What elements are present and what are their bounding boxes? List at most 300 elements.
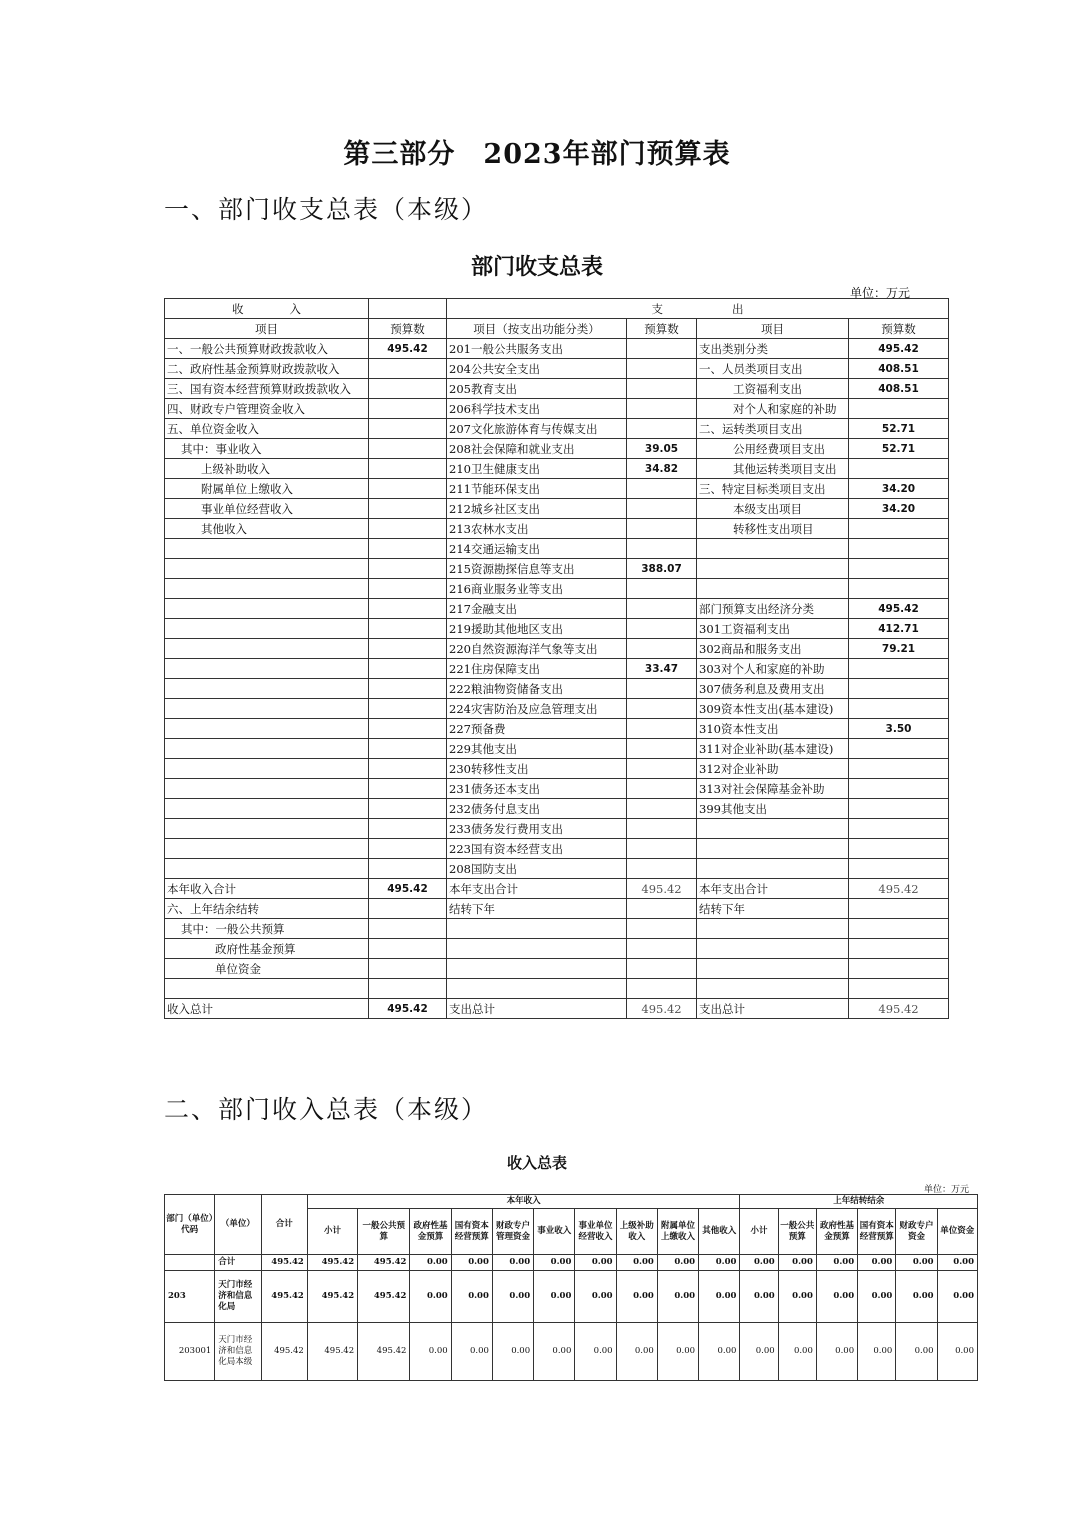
budget-cell bbox=[627, 339, 697, 359]
income-cell: 0.00 bbox=[657, 1323, 698, 1381]
budget-cell: 213农林水支出 bbox=[447, 519, 627, 539]
budget-cell bbox=[369, 939, 447, 959]
budget-cell bbox=[369, 459, 447, 479]
header-income: 收 入 bbox=[165, 299, 369, 319]
budget-cell bbox=[165, 659, 369, 679]
budget-cell bbox=[849, 779, 949, 799]
budget-cell bbox=[165, 699, 369, 719]
budget-cell: 495.42 bbox=[849, 339, 949, 359]
budget-cell: 支出类别分类 bbox=[697, 339, 849, 359]
income-cell: 495.42 bbox=[307, 1255, 357, 1271]
budget-cell bbox=[165, 539, 369, 559]
budget-cell bbox=[849, 759, 949, 779]
budget-cell bbox=[849, 939, 949, 959]
income-cell: 0.00 bbox=[575, 1323, 616, 1381]
income-cell: 0.00 bbox=[616, 1323, 657, 1381]
budget-cell: 219援助其他地区支出 bbox=[447, 619, 627, 639]
income-cell: 0.00 bbox=[616, 1271, 657, 1323]
budget-cell: 收入总计 bbox=[165, 999, 369, 1019]
col-func: 项目（按支出功能分类） bbox=[447, 319, 627, 339]
budget-cell bbox=[627, 499, 697, 519]
budget-cell: 408.51 bbox=[849, 379, 949, 399]
col-budget2: 预算数 bbox=[627, 319, 697, 339]
budget-cell: 34.20 bbox=[849, 479, 949, 499]
income-subheader: 一般公共预算 bbox=[358, 1209, 410, 1255]
budget-cell: 212城乡社区支出 bbox=[447, 499, 627, 519]
budget-cell: 216商业服务业等支出 bbox=[447, 579, 627, 599]
table2-unit: 单位：万元 bbox=[924, 1185, 970, 1195]
budget-cell bbox=[369, 839, 447, 859]
budget-cell: 224灾害防治及应急管理支出 bbox=[447, 699, 627, 719]
budget-cell bbox=[369, 379, 447, 399]
budget-cell bbox=[369, 679, 447, 699]
budget-row bbox=[165, 979, 949, 999]
budget-cell bbox=[627, 519, 697, 539]
budget-row bbox=[165, 699, 949, 719]
income-cell: 0.00 bbox=[858, 1255, 896, 1271]
budget-cell bbox=[369, 439, 447, 459]
budget-cell: 一、一般公共预算财政拨款收入 bbox=[165, 339, 369, 359]
budget-cell: 495.42 bbox=[849, 999, 949, 1019]
budget-cell bbox=[697, 959, 849, 979]
budget-cell bbox=[369, 499, 447, 519]
budget-cell: 302商品和服务支出 bbox=[697, 639, 849, 659]
budget-cell bbox=[447, 959, 627, 979]
budget-cell bbox=[165, 779, 369, 799]
header-expense: 支 出 bbox=[447, 299, 949, 319]
budget-cell bbox=[627, 819, 697, 839]
budget-row bbox=[165, 439, 949, 459]
budget-row bbox=[165, 879, 949, 899]
income-cell: 0.00 bbox=[937, 1323, 977, 1381]
income-cell: 0.00 bbox=[575, 1255, 616, 1271]
budget-cell bbox=[165, 559, 369, 579]
budget-cell: 215资源勘探信息等支出 bbox=[447, 559, 627, 579]
budget-row bbox=[165, 559, 949, 579]
budget-cell: 495.42 bbox=[849, 599, 949, 619]
budget-cell: 结转下年 bbox=[697, 899, 849, 919]
budget-cell: 其中：一般公共预算 bbox=[165, 919, 369, 939]
income-cell: 0.00 bbox=[937, 1255, 977, 1271]
budget-row bbox=[165, 619, 949, 639]
income-cell: 0.00 bbox=[575, 1271, 616, 1323]
budget-cell: 3.50 bbox=[849, 719, 949, 739]
budget-row bbox=[165, 519, 949, 539]
budget-cell: 本年收入合计 bbox=[165, 879, 369, 899]
budget-cell: 303对个人和家庭的补助 bbox=[697, 659, 849, 679]
budget-cell bbox=[369, 399, 447, 419]
income-cell: 0.00 bbox=[816, 1255, 857, 1271]
budget-cell bbox=[627, 359, 697, 379]
budget-row bbox=[165, 599, 949, 619]
income-subheader: 其他收入 bbox=[699, 1209, 740, 1255]
income-cell: 0.00 bbox=[699, 1323, 740, 1381]
income-summary-table bbox=[164, 1194, 978, 1381]
budget-cell bbox=[627, 639, 697, 659]
budget-cell: 207文化旅游体育与传媒支出 bbox=[447, 419, 627, 439]
income-subheader: 政府性基金预算 bbox=[816, 1209, 857, 1255]
budget-cell bbox=[447, 919, 627, 939]
budget-cell: 233债务发行费用支出 bbox=[447, 819, 627, 839]
income-cell: 合计 bbox=[215, 1255, 261, 1271]
budget-cell bbox=[849, 659, 949, 679]
budget-cell: 204公共安全支出 bbox=[447, 359, 627, 379]
budget-cell: 313对社会保障基金补助 bbox=[697, 779, 849, 799]
income-cell: 495.42 bbox=[261, 1323, 307, 1381]
budget-row bbox=[165, 839, 949, 859]
income-cell: 0.00 bbox=[937, 1271, 977, 1323]
budget-cell: 六、上年结余结转 bbox=[165, 899, 369, 919]
budget-cell bbox=[697, 579, 849, 599]
budget-cell: 223国有资本经营支出 bbox=[447, 839, 627, 859]
budget-cell bbox=[369, 859, 447, 879]
income-cell: 495.42 bbox=[358, 1255, 410, 1271]
table1-title: 部门收支总表 bbox=[470, 255, 603, 280]
budget-row bbox=[165, 539, 949, 559]
income-subheader: 财政专户管理资金 bbox=[492, 1209, 533, 1255]
income-cell: 0.00 bbox=[534, 1323, 575, 1381]
budget-cell: 其中：事业收入 bbox=[165, 439, 369, 459]
income-cell: 0.00 bbox=[410, 1255, 451, 1271]
budget-row bbox=[165, 459, 949, 479]
budget-cell bbox=[697, 839, 849, 859]
budget-cell: 33.47 bbox=[627, 659, 697, 679]
income-cell bbox=[165, 1255, 215, 1271]
budget-cell bbox=[165, 799, 369, 819]
budget-cell bbox=[369, 899, 447, 919]
budget-cell bbox=[849, 399, 949, 419]
income-subheader: 一般公共预算 bbox=[778, 1209, 816, 1255]
income-cell: 0.00 bbox=[451, 1255, 492, 1271]
income-cell: 0.00 bbox=[451, 1323, 492, 1381]
budget-cell bbox=[369, 819, 447, 839]
budget-cell: 二、政府性基金预算财政拨款收入 bbox=[165, 359, 369, 379]
budget-cell: 222粮油物资储备支出 bbox=[447, 679, 627, 699]
budget-cell bbox=[369, 779, 447, 799]
budget-cell bbox=[165, 679, 369, 699]
budget-row bbox=[165, 819, 949, 839]
income-cell: 0.00 bbox=[740, 1255, 778, 1271]
budget-cell bbox=[369, 799, 447, 819]
budget-row bbox=[165, 419, 949, 439]
budget-cell bbox=[369, 979, 447, 999]
income-cell: 0.00 bbox=[492, 1271, 533, 1323]
budget-cell bbox=[627, 979, 697, 999]
budget-row bbox=[165, 939, 949, 959]
income-cell: 0.00 bbox=[858, 1323, 896, 1381]
budget-cell bbox=[369, 739, 447, 759]
budget-cell: 307债务利息及费用支出 bbox=[697, 679, 849, 699]
h-total: 合计 bbox=[261, 1195, 307, 1255]
budget-cell bbox=[369, 919, 447, 939]
budget-cell: 上级补助收入 bbox=[165, 459, 369, 479]
budget-cell bbox=[369, 699, 447, 719]
income-cell: 495.42 bbox=[358, 1271, 410, 1323]
budget-cell bbox=[627, 719, 697, 739]
income-row bbox=[165, 1271, 978, 1323]
h-code: 部门（单位）代码 bbox=[165, 1195, 215, 1255]
budget-row bbox=[165, 959, 949, 979]
budget-row bbox=[165, 779, 949, 799]
budget-row bbox=[165, 639, 949, 659]
budget-cell bbox=[849, 699, 949, 719]
income-cell: 0.00 bbox=[816, 1271, 857, 1323]
budget-cell: 39.05 bbox=[627, 439, 697, 459]
budget-cell bbox=[627, 539, 697, 559]
budget-row bbox=[165, 899, 949, 919]
budget-row bbox=[165, 679, 949, 699]
budget-cell bbox=[627, 899, 697, 919]
budget-cell: 495.42 bbox=[627, 999, 697, 1019]
income-subheader: 小计 bbox=[307, 1209, 357, 1255]
income-cell: 0.00 bbox=[616, 1255, 657, 1271]
budget-cell: 309资本性支出(基本建设) bbox=[697, 699, 849, 719]
income-cell: 0.00 bbox=[816, 1323, 857, 1381]
budget-cell: 三、国有资本经营预算财政拨款收入 bbox=[165, 379, 369, 399]
income-subheader: 财政专户资金 bbox=[896, 1209, 937, 1255]
budget-cell: 227预备费 bbox=[447, 719, 627, 739]
budget-cell bbox=[627, 839, 697, 859]
budget-cell: 208国防支出 bbox=[447, 859, 627, 879]
income-cell: 203 bbox=[165, 1271, 215, 1323]
income-subheader: 政府性基金预算 bbox=[410, 1209, 451, 1255]
budget-cell bbox=[369, 559, 447, 579]
budget-cell bbox=[447, 939, 627, 959]
budget-cell bbox=[165, 819, 369, 839]
budget-cell bbox=[369, 599, 447, 619]
col-budget3: 预算数 bbox=[849, 319, 949, 339]
income-row bbox=[165, 1323, 978, 1381]
budget-cell bbox=[369, 419, 447, 439]
budget-cell bbox=[165, 759, 369, 779]
income-cell: 0.00 bbox=[657, 1271, 698, 1323]
budget-cell bbox=[165, 579, 369, 599]
budget-cell bbox=[627, 679, 697, 699]
budget-cell: 52.71 bbox=[849, 439, 949, 459]
budget-cell bbox=[627, 799, 697, 819]
budget-row bbox=[165, 499, 949, 519]
budget-row bbox=[165, 999, 949, 1019]
budget-cell bbox=[369, 619, 447, 639]
group-prior: 上年结转结余 bbox=[740, 1195, 978, 1209]
budget-cell: 221住房保障支出 bbox=[447, 659, 627, 679]
budget-row bbox=[165, 919, 949, 939]
income-cell: 0.00 bbox=[699, 1271, 740, 1323]
col-item: 项目 bbox=[165, 319, 369, 339]
budget-cell: 34.20 bbox=[849, 499, 949, 519]
budget-cell: 其他运转类项目支出 bbox=[697, 459, 849, 479]
budget-cell bbox=[849, 799, 949, 819]
budget-cell bbox=[627, 739, 697, 759]
income-cell: 0.00 bbox=[410, 1323, 451, 1381]
budget-cell bbox=[849, 919, 949, 939]
budget-cell: 412.71 bbox=[849, 619, 949, 639]
budget-cell: 208社会保障和就业支出 bbox=[447, 439, 627, 459]
budget-cell bbox=[165, 839, 369, 859]
budget-cell bbox=[369, 659, 447, 679]
income-cell: 495.42 bbox=[307, 1323, 357, 1381]
income-subheader: 附属单位上缴收入 bbox=[657, 1209, 698, 1255]
budget-cell bbox=[369, 639, 447, 659]
budget-cell: 三、特定目标类项目支出 bbox=[697, 479, 849, 499]
income-cell: 203001 bbox=[165, 1323, 215, 1381]
budget-cell: 206科学技术支出 bbox=[447, 399, 627, 419]
budget-cell bbox=[849, 739, 949, 759]
budget-cell: 217金融支出 bbox=[447, 599, 627, 619]
table2-title: 收入总表 bbox=[506, 1154, 567, 1172]
income-cell: 0.00 bbox=[657, 1255, 698, 1271]
group-current: 本年收入 bbox=[307, 1195, 740, 1209]
budget-cell: 其他收入 bbox=[165, 519, 369, 539]
budget-cell: 34.82 bbox=[627, 459, 697, 479]
budget-cell: 工资福利支出 bbox=[697, 379, 849, 399]
budget-cell bbox=[165, 639, 369, 659]
income-subheader: 小计 bbox=[740, 1209, 778, 1255]
budget-cell: 四、财政专户管理资金收入 bbox=[165, 399, 369, 419]
budget-cell: 事业单位经营收入 bbox=[165, 499, 369, 519]
budget-cell: 231债务还本支出 bbox=[447, 779, 627, 799]
table1-unit: 单位：万元 bbox=[850, 286, 911, 300]
budget-cell: 转移性支出项目 bbox=[697, 519, 849, 539]
budget-cell: 部门预算支出经济分类 bbox=[697, 599, 849, 619]
budget-cell bbox=[849, 539, 949, 559]
budget-row bbox=[165, 359, 949, 379]
budget-cell: 495.42 bbox=[627, 879, 697, 899]
budget-cell bbox=[447, 979, 627, 999]
budget-cell: 对个人和家庭的补助 bbox=[697, 399, 849, 419]
budget-cell: 495.42 bbox=[369, 999, 447, 1019]
income-subheader: 事业收入 bbox=[534, 1209, 575, 1255]
budget-cell bbox=[697, 559, 849, 579]
budget-cell bbox=[627, 619, 697, 639]
income-cell: 0.00 bbox=[896, 1255, 937, 1271]
page-title: 第三部分 2023年部门预算表 bbox=[343, 139, 731, 170]
budget-cell: 388.07 bbox=[627, 559, 697, 579]
budget-cell: 二、运转类项目支出 bbox=[697, 419, 849, 439]
budget-cell: 结转下年 bbox=[447, 899, 627, 919]
budget-cell: 本年支出合计 bbox=[697, 879, 849, 899]
budget-cell bbox=[165, 859, 369, 879]
budget-cell bbox=[627, 419, 697, 439]
budget-cell bbox=[849, 899, 949, 919]
budget-cell bbox=[849, 679, 949, 699]
budget-cell: 201一般公共服务支出 bbox=[447, 339, 627, 359]
budget-cell: 五、单位资金收入 bbox=[165, 419, 369, 439]
budget-row bbox=[165, 479, 949, 499]
budget-cell bbox=[697, 539, 849, 559]
budget-cell bbox=[627, 379, 697, 399]
budget-cell bbox=[849, 459, 949, 479]
budget-cell bbox=[369, 759, 447, 779]
income-cell: 0.00 bbox=[410, 1271, 451, 1323]
budget-cell: 399其他支出 bbox=[697, 799, 849, 819]
income-cell: 495.42 bbox=[261, 1255, 307, 1271]
budget-cell: 495.42 bbox=[369, 879, 447, 899]
budget-cell bbox=[697, 939, 849, 959]
budget-row bbox=[165, 659, 949, 679]
budget-cell bbox=[697, 919, 849, 939]
income-cell: 0.00 bbox=[896, 1271, 937, 1323]
income-cell: 495.42 bbox=[261, 1271, 307, 1323]
budget-cell bbox=[627, 599, 697, 619]
budget-cell bbox=[697, 819, 849, 839]
income-subheader: 国有资本经营预算 bbox=[451, 1209, 492, 1255]
income-subheader: 事业单位经营收入 bbox=[575, 1209, 616, 1255]
income-cell: 0.00 bbox=[534, 1255, 575, 1271]
budget-cell: 495.42 bbox=[369, 339, 447, 359]
h-unit: （单位） bbox=[215, 1195, 261, 1255]
income-cell: 0.00 bbox=[534, 1271, 575, 1323]
budget-cell bbox=[627, 779, 697, 799]
budget-cell bbox=[369, 579, 447, 599]
income-cell: 495.42 bbox=[307, 1271, 357, 1323]
budget-cell bbox=[627, 759, 697, 779]
budget-cell bbox=[849, 579, 949, 599]
budget-cell: 一、人员类项目支出 bbox=[697, 359, 849, 379]
budget-row bbox=[165, 379, 949, 399]
budget-cell bbox=[849, 559, 949, 579]
budget-row bbox=[165, 719, 949, 739]
budget-row bbox=[165, 579, 949, 599]
budget-cell bbox=[165, 719, 369, 739]
income-cell: 0.00 bbox=[858, 1271, 896, 1323]
budget-cell: 229其他支出 bbox=[447, 739, 627, 759]
budget-cell: 408.51 bbox=[849, 359, 949, 379]
budget-cell bbox=[165, 979, 369, 999]
budget-cell: 310资本性支出 bbox=[697, 719, 849, 739]
income-subheader: 上级补助收入 bbox=[616, 1209, 657, 1255]
budget-cell bbox=[627, 479, 697, 499]
budget-cell: 附属单位上缴收入 bbox=[165, 479, 369, 499]
budget-cell bbox=[627, 939, 697, 959]
budget-cell bbox=[849, 519, 949, 539]
income-row bbox=[165, 1255, 978, 1271]
budget-cell: 本年支出合计 bbox=[447, 879, 627, 899]
income-cell: 0.00 bbox=[740, 1271, 778, 1323]
budget-cell: 210卫生健康支出 bbox=[447, 459, 627, 479]
budget-cell bbox=[627, 699, 697, 719]
budget-cell bbox=[849, 959, 949, 979]
col-budget: 预算数 bbox=[369, 319, 447, 339]
budget-row bbox=[165, 739, 949, 759]
income-cell: 0.00 bbox=[492, 1255, 533, 1271]
budget-row bbox=[165, 339, 949, 359]
budget-cell: 79.21 bbox=[849, 639, 949, 659]
budget-cell: 232债务付息支出 bbox=[447, 799, 627, 819]
budget-cell: 支出总计 bbox=[447, 999, 627, 1019]
budget-row bbox=[165, 859, 949, 879]
income-cell: 天门市经济和信息化局 bbox=[215, 1271, 261, 1323]
budget-cell: 205教育支出 bbox=[447, 379, 627, 399]
budget-cell bbox=[849, 839, 949, 859]
budget-cell bbox=[849, 859, 949, 879]
budget-cell bbox=[369, 479, 447, 499]
budget-cell bbox=[849, 979, 949, 999]
income-cell: 0.00 bbox=[740, 1323, 778, 1381]
budget-cell: 214交通运输支出 bbox=[447, 539, 627, 559]
budget-cell bbox=[697, 859, 849, 879]
budget-cell bbox=[369, 959, 447, 979]
budget-cell: 301工资福利支出 bbox=[697, 619, 849, 639]
budget-cell bbox=[627, 959, 697, 979]
budget-cell bbox=[627, 579, 697, 599]
budget-cell bbox=[369, 539, 447, 559]
income-cell: 0.00 bbox=[492, 1323, 533, 1381]
budget-cell bbox=[369, 359, 447, 379]
budget-cell: 211节能环保支出 bbox=[447, 479, 627, 499]
budget-cell: 公用经费项目支出 bbox=[697, 439, 849, 459]
income-cell: 0.00 bbox=[778, 1271, 816, 1323]
